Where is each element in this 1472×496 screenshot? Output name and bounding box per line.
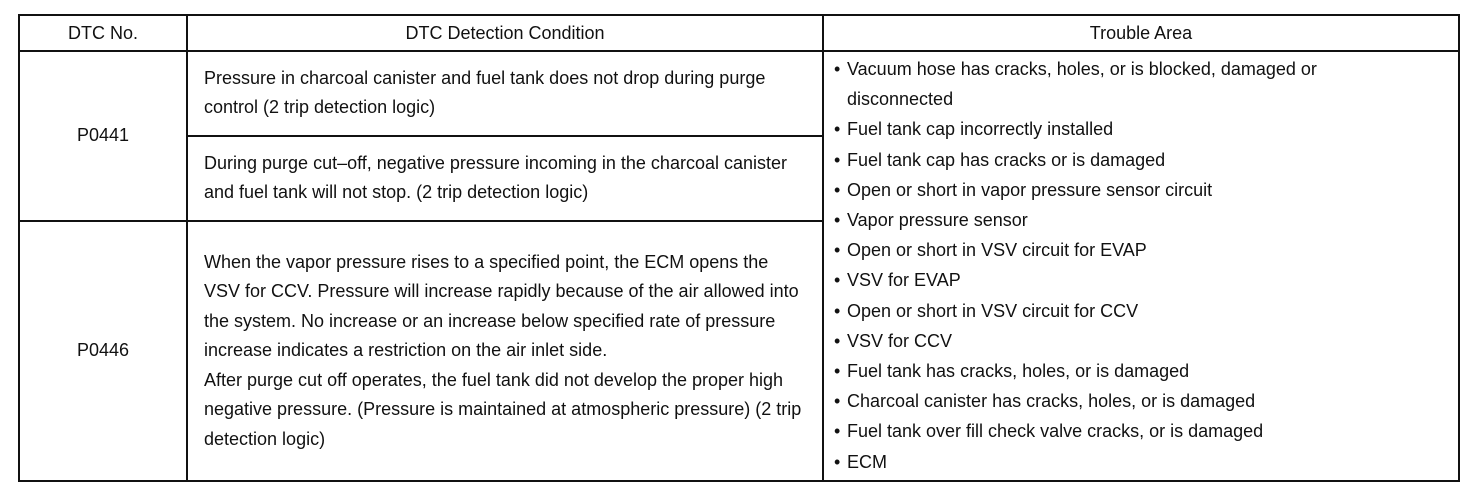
dtc-table (18, 14, 1460, 482)
trouble-area-item: • Vacuum hose has cracks, holes, or is blocked, damaged or disconnected (834, 54, 1450, 114)
trouble-area-item: • Fuel tank cap has cracks or is damaged (834, 145, 1450, 175)
trouble-area-item: • Open or short in VSV circuit for CCV (834, 296, 1450, 326)
trouble-area-item: • ECM (834, 447, 1450, 477)
header-detection-condition: DTC Detection Condition (187, 15, 823, 51)
header-row (19, 15, 1459, 51)
trouble-area-cell (823, 51, 1459, 481)
detection-condition: Pressure in charcoal canister and fuel tank does not drop during purge control (2 trip detection logic) (187, 51, 823, 136)
detection-condition: When the vapor pressure rises to a specified point, the ECM opens the VSV for CCV. Pressure will increase rapidly because of the air allowed into the system. No increase or an increase below specified rate of pressure increase indicates a restriction on the air inlet side. (204, 251, 799, 361)
trouble-area-item: • VSV for EVAP (834, 265, 1450, 295)
trouble-area-item: • VSV for CCV (834, 326, 1450, 356)
header-trouble-area: Trouble Area (823, 15, 1459, 51)
trouble-area-item: • Fuel tank cap incorrectly installed (834, 114, 1450, 144)
table-row (19, 51, 1459, 136)
detection-condition: After purge cut off operates, the fuel tank did not develop the proper high negative pressure. (Pressure is maintained at atmospheric pressure) (2 trip detection logic) (204, 369, 802, 449)
trouble-area-item: • Open or short in VSV circuit for EVAP (834, 235, 1450, 265)
trouble-area-list (834, 52, 1450, 477)
detection-condition-cell (187, 221, 823, 481)
header-dtc-no: DTC No. (19, 15, 187, 51)
dtc-code-p0446: P0446 (19, 221, 187, 481)
trouble-area-item: • Fuel tank over fill check valve cracks, or is damaged (834, 416, 1450, 446)
dtc-code-p0441: P0441 (19, 51, 187, 221)
trouble-area-item: • Vapor pressure sensor (834, 205, 1450, 235)
trouble-area-item: • Open or short in vapor pressure sensor circuit (834, 175, 1450, 205)
detection-condition: During purge cut–off, negative pressure incoming in the charcoal canister and fuel tank will not stop. (2 trip detection logic) (187, 136, 823, 221)
trouble-area-item: • Charcoal canister has cracks, holes, or is damaged (834, 386, 1450, 416)
trouble-area-item: • Fuel tank has cracks, holes, or is damaged (834, 356, 1450, 386)
